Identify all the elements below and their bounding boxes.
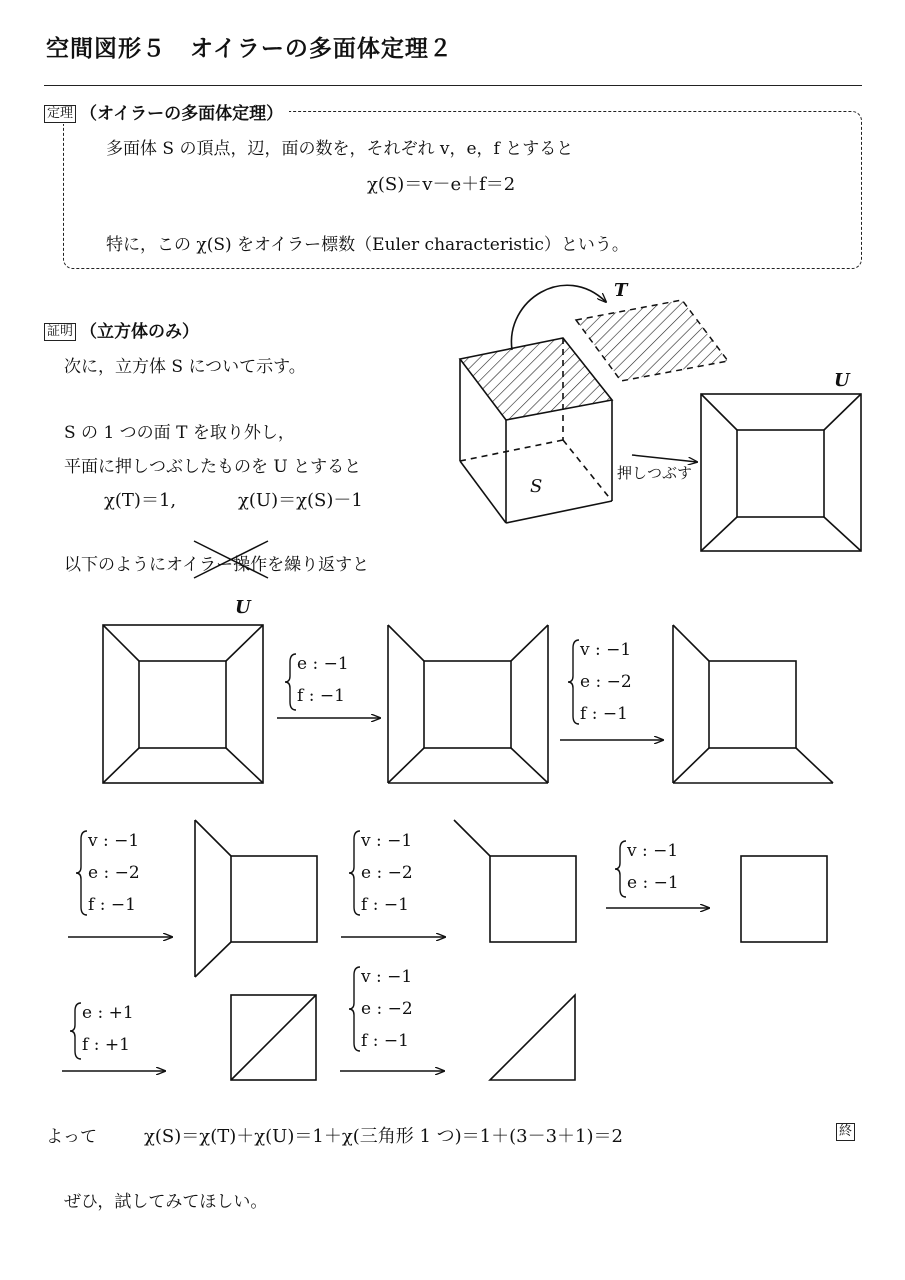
proof-formula-1: χ(T)＝1,	[104, 490, 177, 511]
seq-fig-8	[490, 995, 575, 1080]
seq-fig-1	[103, 625, 263, 783]
step-2-line-2: e : −2	[580, 672, 632, 692]
step-4-line-1: v : −1	[361, 831, 413, 851]
step-label-5	[627, 835, 679, 899]
seq-fig-7	[231, 995, 316, 1080]
step-6-line-1: e : +1	[82, 1003, 134, 1023]
step-3-line-2: e : −2	[88, 863, 140, 883]
label-U-seq: U	[235, 597, 251, 618]
label-S: S	[530, 476, 543, 497]
theorem-tag: 定理	[44, 105, 76, 123]
step-4-line-2: e : −2	[361, 863, 413, 883]
label-crush: 押しつぶす	[617, 464, 693, 482]
proof-tag: 証明	[44, 323, 76, 341]
step-6-line-2: f : +1	[82, 1035, 130, 1055]
conclusion-formula: χ(S)＝χ(T)＋χ(U)＝1＋χ(三角形 1 つ)＝1＋(3－3＋1)＝2	[144, 1126, 623, 1147]
step-label-2	[580, 634, 632, 730]
proof-line-3: 平面に押しつぶしたものを U とすると	[64, 457, 362, 477]
flattened-U-large	[701, 394, 861, 551]
step-label-1	[297, 648, 349, 712]
end-mark	[836, 1122, 855, 1141]
step-label-7	[361, 961, 413, 1057]
seq-fig-5	[454, 820, 576, 942]
theorem-line-3: 特に，この χ(S) をオイラー標数（Euler characteristic）という。	[106, 235, 629, 255]
step-label-6	[82, 997, 134, 1061]
label-T: T	[614, 280, 628, 301]
step-7-line-3: f : −1	[361, 1031, 409, 1051]
step-3-line-3: f : −1	[88, 895, 136, 915]
step-7-line-2: e : −2	[361, 999, 413, 1019]
seq-fig-3	[673, 625, 833, 783]
step-1-line-1: e : −1	[297, 654, 349, 674]
step-5-line-1: v : −1	[627, 841, 679, 861]
step-7-line-1: v : −1	[361, 967, 413, 987]
step-3-line-1: v : −1	[88, 831, 140, 851]
conclusion-prefix: よって	[46, 1127, 97, 1147]
label-U-large: U	[834, 370, 850, 391]
step-label-4	[361, 825, 413, 921]
seq-fig-2	[388, 625, 548, 783]
proof-formula-2: χ(U)＝χ(S)－1	[238, 490, 363, 511]
step-5-line-2: e : −1	[627, 873, 679, 893]
page-title: 空間図形５ オイラーの多面体定理２	[46, 36, 453, 62]
step-2-line-1: v : −1	[580, 640, 632, 660]
proof-heading: （立方体のみ）	[80, 322, 200, 342]
theorem-line-1: 多面体 S の頂点，辺，面の数を，それぞれ v，e，f とすると	[106, 139, 574, 159]
step-4-line-3: f : −1	[361, 895, 409, 915]
proof-line-2: S の 1 つの面 T を取り外し，	[64, 423, 295, 443]
seq-fig-4	[195, 820, 317, 977]
closing-line: ぜひ，試してみてほしい。	[64, 1192, 268, 1212]
theorem-heading: （オイラーの多面体定理）	[80, 104, 284, 124]
seq-fig-6	[741, 856, 827, 942]
removed-face-T	[576, 300, 728, 381]
step-2-line-3: f : −1	[580, 704, 628, 724]
step-1-line-2: f : −1	[297, 686, 345, 706]
strike-mark	[194, 541, 268, 578]
end-mark-text: 終	[836, 1123, 855, 1141]
step-label-3	[88, 825, 140, 921]
proof-line-4: 以下のようにオイラー操作を繰り返すと	[64, 555, 370, 575]
crush-arrow	[632, 455, 697, 462]
proof-line-1: 次に，立方体 S について示す。	[64, 357, 306, 377]
theorem-formula: χ(S)＝v－e＋f＝2	[367, 174, 516, 195]
